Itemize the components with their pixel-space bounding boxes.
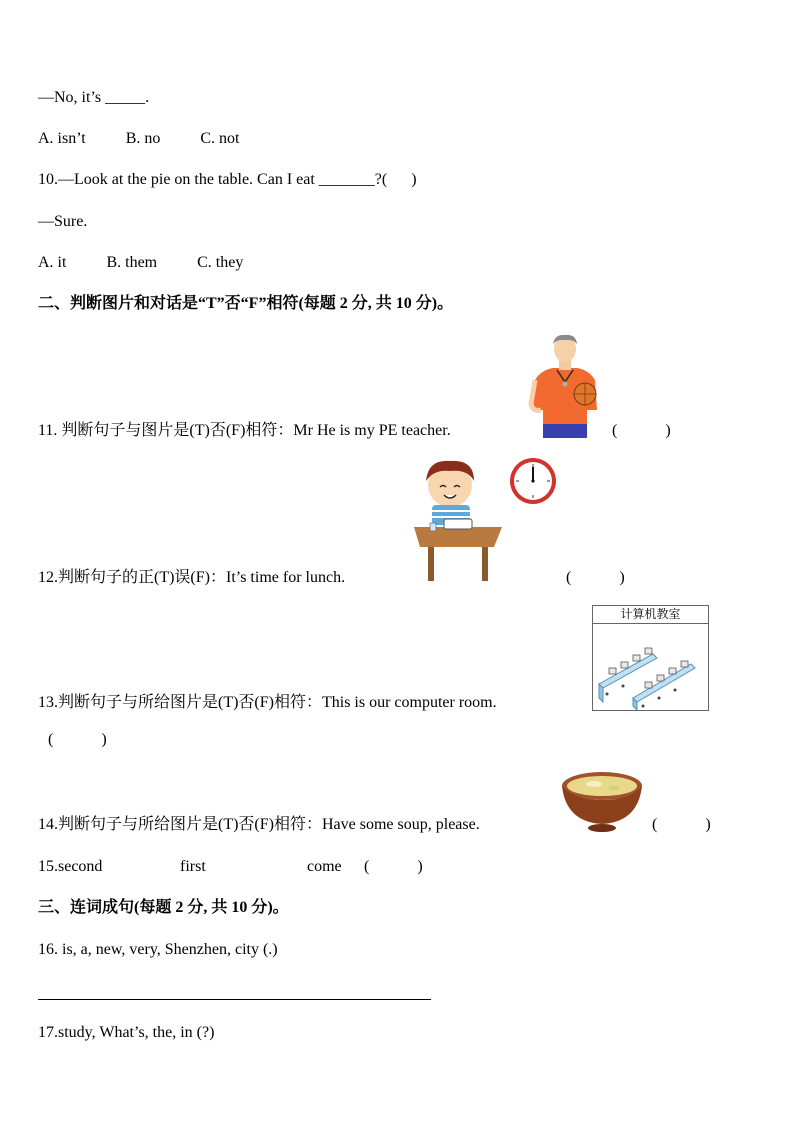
computer-room-caption: 计算机教室 — [593, 606, 708, 624]
q15-word-2: first — [180, 858, 206, 875]
q11-text: 11. 判断句子与图片是(T)否(F)相符：Mr He is my PE teacher. — [38, 422, 451, 439]
soup-bowl-icon — [560, 770, 644, 832]
q11-answer-blank[interactable]: ( ) — [612, 422, 671, 439]
teacher-icon — [527, 332, 603, 438]
q15-answer-blank[interactable]: ( ) — [364, 858, 423, 875]
computer-desks-icon — [593, 624, 708, 710]
q13-text: 13.判断句子与所给图片是(T)否(F)相符：This is our computer room. — [38, 694, 497, 711]
section-3-title: 三、连词成句(每题 2 分, 共 10 分)。 — [38, 899, 289, 916]
q13-answer-blank[interactable]: ( ) — [48, 731, 107, 748]
clock-icon — [507, 456, 559, 506]
q14-answer-blank[interactable]: ( ) — [652, 816, 711, 833]
q12-text: 12.判断句子的正(T)误(F)：It’s time for lunch. — [38, 569, 346, 586]
q15-word-3: come — [307, 858, 342, 875]
q17-text: 17.study, What’s, the, in (?) — [38, 1024, 215, 1041]
q10-stem: 10.—Look at the pie on the table. Can I eat _______?( ) — [38, 171, 417, 188]
boy-eating-icon — [410, 457, 506, 585]
q16-text: 16. is, a, new, very, Shenzhen, city (.) — [38, 941, 278, 958]
section-2-title: 二、判断图片和对话是“T”否“F”相符(每题 2 分, 共 10 分)。 — [38, 295, 454, 312]
q14-text: 14.判断句子与所给图片是(T)否(F)相符：Have some soup, please. — [38, 816, 480, 833]
q10-reply: —Sure. — [38, 213, 88, 230]
q9-answer-line: —No, it’s _____. — [38, 89, 150, 106]
q10-options: A. it B. them C. they — [38, 254, 244, 271]
q12-answer-blank[interactable]: ( ) — [566, 569, 625, 586]
q9-options: A. isn’t B. no C. not — [38, 130, 240, 147]
computer-room-icon — [592, 605, 709, 711]
q15-word-1: 15.second — [38, 858, 103, 875]
q16-answer-line[interactable] — [38, 999, 431, 1000]
